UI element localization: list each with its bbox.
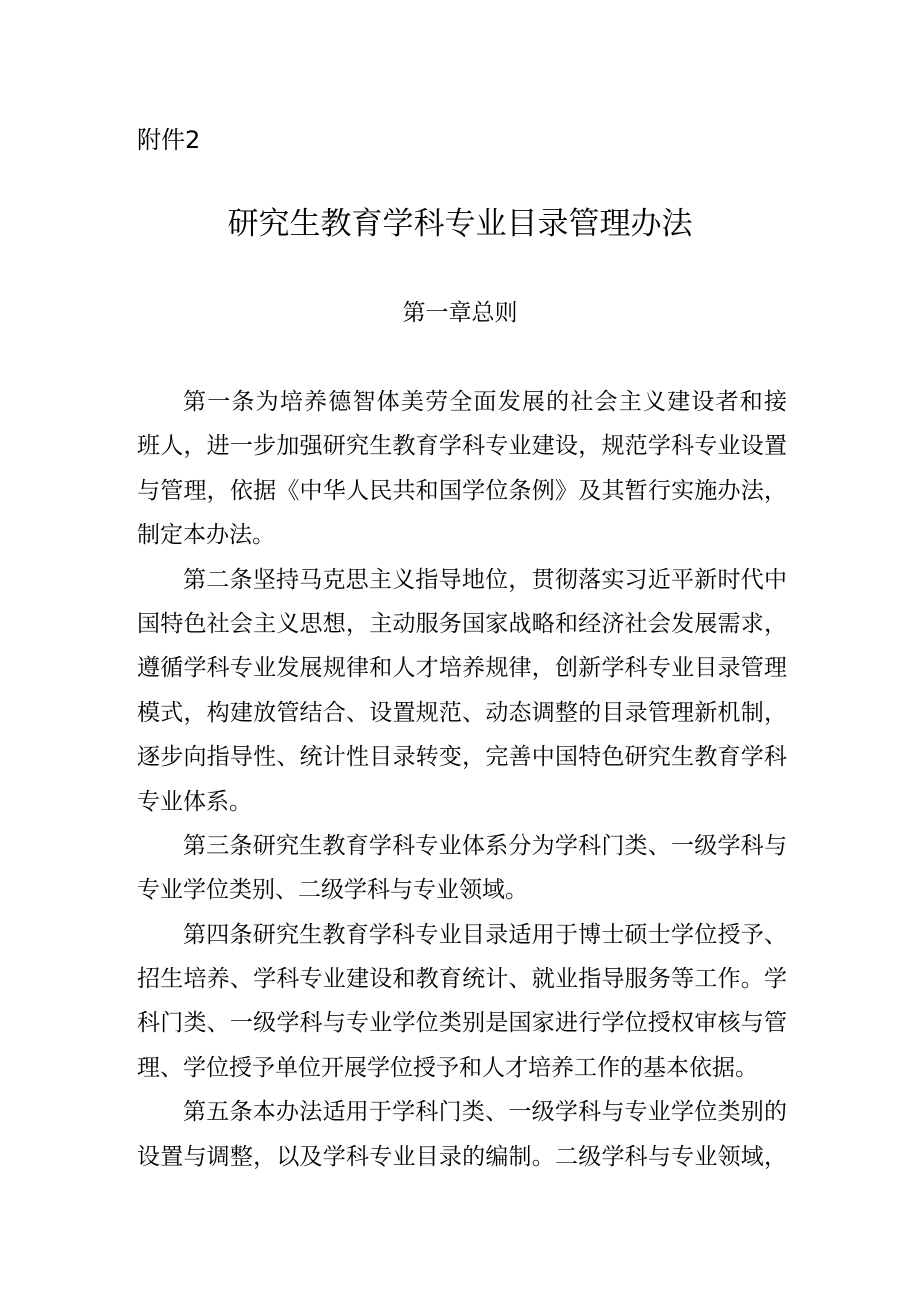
paragraph-line: 专业体系。 [137, 788, 252, 815]
paragraph-line: 招生培养、学科专业建设和教育统计、就业指导服务等工作。学 [137, 966, 787, 993]
paragraph-line: 理、学位授予单位开展学位授予和人才培养工作的基本依据。 [137, 1054, 758, 1081]
paragraph-first-line: 第二条坚持马克思主义指导地位，贯彻落实习近平新时代中 [183, 566, 787, 593]
body-text [137, 380, 787, 1179]
paragraph-line: 国特色社会主义思想，主动服务国家战略和经济社会发展需求， [137, 610, 787, 637]
paragraph-line: 制定本办法。 [137, 522, 275, 549]
paragraph-line: 与管理，依据《中华人民共和国学位条例》及其暂行实施办法， [137, 477, 787, 504]
paragraph-line: 逐步向指导性、统计性目录转变，完善中国特色研究生教育学科 [137, 744, 787, 771]
paragraph-line: 遵循学科专业发展规律和人才培养规律，创新学科专业目录管理 [137, 655, 787, 682]
chapter-heading: 第一章总则 [402, 300, 518, 326]
paragraph-line: 班人，进一步加强研究生教育学科专业建设，规范学科专业设置 [137, 433, 787, 460]
attachment-label: 附件2 [137, 126, 201, 154]
paragraph-first-line: 第三条研究生教育学科专业体系分为学科门类、一级学科与 [183, 832, 787, 859]
paragraph-line: 科门类、一级学科与专业学位类别是国家进行学位授权审核与管 [137, 1010, 787, 1037]
paragraph-first-line: 第五条本办法适用于学科门类、一级学科与专业学位类别的 [183, 1099, 787, 1126]
paragraph-line: 设置与调整，以及学科专业目录的编制。二级学科与专业领域， [137, 1143, 787, 1170]
paragraph-first-line: 第四条研究生教育学科专业目录适用于博士硕士学位授予、 [183, 921, 787, 948]
paragraph-first-line: 第一条为培养德智体美劳全面发展的社会主义建设者和接 [183, 389, 787, 415]
paragraph-line: 模式，构建放管结合、设置规范、动态调整的目录管理新机制， [137, 699, 787, 726]
document-title: 研究生教育学科专业目录管理办法 [227, 206, 693, 242]
paragraph-line: 专业学位类别、二级学科与专业领域。 [137, 877, 528, 904]
